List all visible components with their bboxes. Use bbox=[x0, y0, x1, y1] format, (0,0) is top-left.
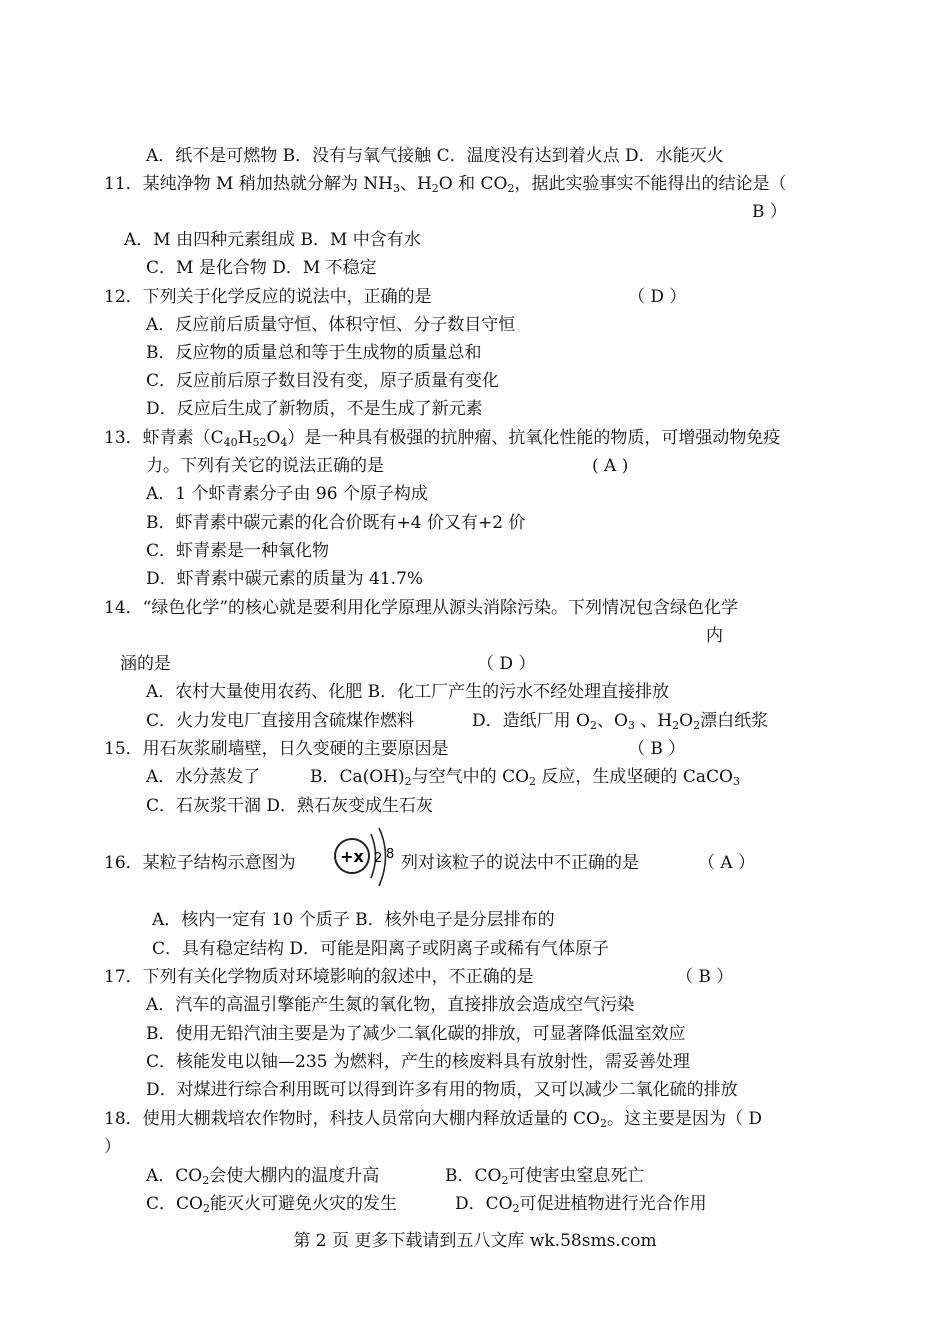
q17-option-a: A．汽车的高温引擎能产生氮的氧化物，直接排放会造成空气污染 bbox=[146, 995, 635, 1015]
q12-option-a: A．反应前后质量守恒、体积守恒、分子数目守恒 bbox=[146, 315, 516, 335]
q16-stem-after: 列对该粒子的说法中不正确的是 bbox=[401, 853, 639, 873]
q15-answer: （ B ） bbox=[628, 739, 686, 759]
q18-option-b: B．$CO_2$可使害虫窒息死亡 bbox=[445, 1166, 645, 1187]
q14-stem-line2: 涵的是 bbox=[120, 654, 171, 674]
q10-options: A．纸不是可燃物 B．没有与氧气接触 C．温度没有达到着火点 D．水能灭火 bbox=[146, 146, 724, 166]
q14-option-c: C．火力发电厂直接用含硫煤作燃料 bbox=[146, 711, 415, 731]
q18-option-a: A．$CO_2$会使大棚内的温度升高 bbox=[146, 1166, 380, 1187]
shell-2-electrons: 8 bbox=[386, 847, 395, 862]
q18-option-c: C．$CO_2$能灭火可避免火灾的发生 bbox=[146, 1194, 397, 1215]
q12-option-c: C．反应前后原子数目没有变，原子质量有变化 bbox=[146, 371, 500, 391]
q11-answer: B ） bbox=[752, 202, 787, 222]
q12-stem: 12．下列关于化学反应的说法中，正确的是 bbox=[104, 287, 432, 307]
q13-option-a: A．1 个虾青素分子由 96 个原子构成 bbox=[146, 484, 428, 504]
q13-option-b: B．虾青素中碳元素的化合价既有+4 价又有+2 价 bbox=[146, 513, 526, 533]
q12-answer: （ D ） bbox=[628, 287, 687, 307]
q11-options-ab: A．M 由四种元素组成 B．M 中含有水 bbox=[124, 230, 421, 250]
q17-answer: （ B ） bbox=[676, 967, 734, 987]
q16-options-cd: C．具有稳定结构 D．可能是阳离子或阴离子或稀有气体原子 bbox=[152, 939, 610, 959]
q14-option-d: D．造纸厂用 $O_2$、$O_3$ 、$H_2O_2$漂白纸浆 bbox=[472, 711, 769, 732]
q16-answer: （ A ） bbox=[698, 853, 756, 873]
q14-options-ab: A．农村大量使用农药、化肥 B．化工厂产生的污水不经处理直接排放 bbox=[146, 682, 670, 702]
q14-answer: （ D ） bbox=[477, 654, 536, 674]
page-footer: 第 2 页 更多下载请到五八文库 wk.58sms.com bbox=[293, 1231, 657, 1251]
q12-option-b: B．反应物的质量总和等于生成物的质量总和 bbox=[146, 343, 482, 363]
atom-structure-diagram bbox=[330, 824, 400, 892]
q14-stem: 14．“绿色化学”的核心就是要利用化学原理从源头消除污染。下列情况包含绿色化学 bbox=[104, 598, 739, 618]
q17-option-d: D．对煤进行综合利用既可以得到许多有用的物质，又可以减少二氧化硫的排放 bbox=[146, 1080, 738, 1100]
shell-1-electrons: 2 bbox=[374, 851, 383, 866]
q17-option-b: B．使用无铅汽油主要是为了减少二氧化碳的排放，可显著降低温室效应 bbox=[146, 1024, 686, 1044]
q17-stem: 17．下列有关化学物质对环境影响的叙述中，不正确的是 bbox=[104, 967, 534, 987]
q13-option-c: C．虾青素是一种氧化物 bbox=[146, 541, 330, 561]
q16-options-ab: A．核内一定有 10 个质子 B．核外电子是分层排布的 bbox=[152, 910, 555, 930]
q18-stem-close: ） bbox=[104, 1137, 121, 1157]
q18-stem: 18．使用大棚栽培农作物时，科技人员常向大棚内释放适量的 $CO_2$。这主要是因为（ D bbox=[104, 1109, 763, 1130]
q13-option-d: D．虾青素中碳元素的质量为 41.7% bbox=[146, 569, 424, 589]
q15-option-a: A．水分蒸发了 bbox=[146, 767, 261, 787]
q11-stem: 11．某纯净物 M 稍加热就分解为 $NH_3$、$H_2O$ 和 $CO_2$，据此实验事实不能得出的结论是（ bbox=[104, 174, 787, 195]
q15-options-cd: C．石灰浆干涸 D．熟石灰变成生石灰 bbox=[146, 796, 434, 816]
q13-stem-line2: 力。下列有关它的说法正确的是 bbox=[146, 456, 384, 476]
q16-stem: 16．某粒子结构示意图为 bbox=[104, 853, 296, 873]
q11-options-cd: C．M 是化合物 D．M 不稳定 bbox=[146, 258, 377, 278]
q18-option-d: D．$CO_2$可促进植物进行光合作用 bbox=[455, 1194, 707, 1215]
q15-stem: 15．用石灰浆刷墙壁，日久变硬的主要原因是 bbox=[104, 739, 449, 759]
q14-stem-nei: 内 bbox=[706, 626, 723, 646]
nucleus-label: +x bbox=[340, 847, 364, 866]
q13-stem: 13．虾青素$(C_{40}H_{52}O_4)$是一种具有极强的抗肿瘤、抗氧化性能的物质，可增强动物免疫 bbox=[104, 428, 781, 449]
q13-answer: ( A ) bbox=[592, 456, 629, 476]
q12-option-d: D．反应后生成了新物质，不是生成了新元素 bbox=[146, 399, 483, 419]
q15-option-b: B．$Ca(OH)_2$与空气中的 $CO_2$ 反应，生成坚硬的 CaCO$_3$ bbox=[310, 767, 740, 788]
q17-option-c: C．核能发电以铀—235 为燃料，产生的核废料具有放射性，需妥善处理 bbox=[146, 1052, 690, 1072]
